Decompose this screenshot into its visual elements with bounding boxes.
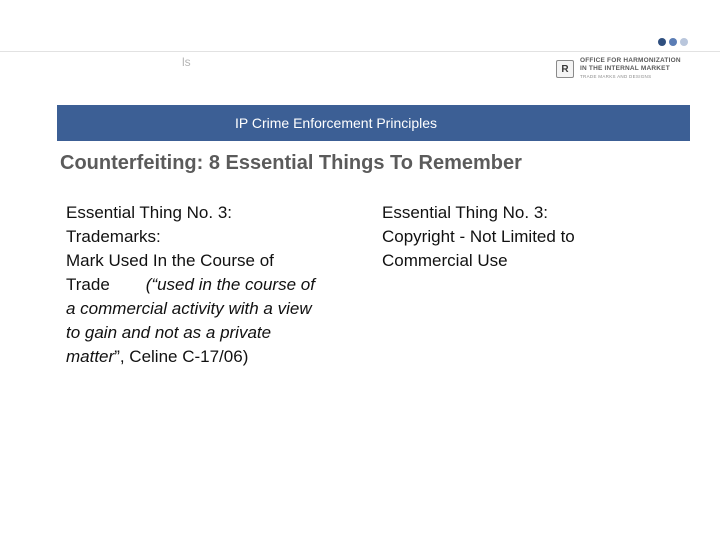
left-line-7-italic: matter — [66, 347, 115, 366]
left-line-4-plain: Trade — [66, 275, 110, 294]
right-line-1: Essential Thing No. 3: — [382, 203, 548, 222]
logo-line-3: TRADE MARKS AND DESIGNS — [580, 74, 652, 79]
ohim-logo — [556, 57, 681, 81]
left-column — [66, 201, 371, 369]
logo-line-1: OFFICE FOR HARMONIZATION — [580, 57, 681, 64]
title-banner — [57, 105, 690, 141]
right-line-2: Copyright - Not Limited to — [382, 227, 575, 246]
right-column — [382, 201, 682, 273]
slide-heading: Counterfeiting: 8 Essential Things To Remember — [60, 152, 522, 174]
left-line-5: a commercial activity with a view — [66, 299, 312, 318]
logo-text — [580, 57, 681, 81]
logo-line-2: IN THE INTERNAL MARKET — [580, 65, 670, 72]
decorative-dots — [658, 38, 688, 46]
dot-icon — [669, 38, 677, 46]
right-line-3: Commercial Use — [382, 251, 508, 270]
logo-mark-icon: R — [556, 60, 574, 78]
header-divider — [0, 51, 720, 52]
faded-header-text: ls — [182, 55, 191, 69]
dot-icon — [658, 38, 666, 46]
dot-icon — [680, 38, 688, 46]
left-line-7-plain: ”, Celine C-17/06) — [114, 347, 249, 366]
left-line-1: Essential Thing No. 3: — [66, 203, 232, 222]
left-line-4 — [66, 273, 371, 297]
left-line-7 — [66, 345, 371, 369]
left-line-6: to gain and not as a private — [66, 323, 272, 342]
left-line-3: Mark Used In the Course of — [66, 251, 274, 270]
left-line-2: Trademarks: — [66, 227, 161, 246]
left-line-4-italic: (“used in the course of — [145, 275, 315, 294]
banner-title: IP Crime Enforcement Principles — [235, 115, 438, 131]
